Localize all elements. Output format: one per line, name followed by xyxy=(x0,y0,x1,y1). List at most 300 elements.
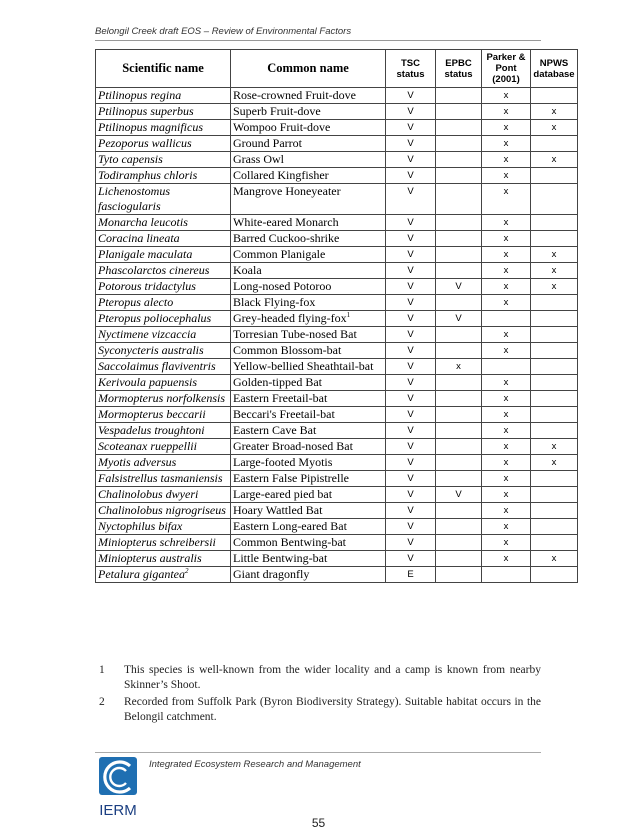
table-row xyxy=(96,327,578,343)
scientific-name-text: Chalinolobus nigrogriseus xyxy=(98,503,226,517)
epbc-status-text: V xyxy=(455,281,462,292)
table-row xyxy=(96,519,578,535)
parker-pont-mark xyxy=(482,247,531,263)
npws-mark-text: x xyxy=(551,441,557,452)
parker-pont-mark xyxy=(482,168,531,184)
scientific-name-text: Pteropus poliocephalus xyxy=(98,311,212,325)
common-name xyxy=(231,503,386,519)
table-row xyxy=(96,136,578,152)
npws-mark xyxy=(531,88,578,104)
parker-pont-mark xyxy=(482,551,531,567)
npws-mark xyxy=(531,439,578,455)
parker-pont-mark-text: x xyxy=(503,553,509,564)
tsc-status-text: V xyxy=(407,489,414,500)
scientific-name xyxy=(96,231,231,247)
common-name xyxy=(231,120,386,136)
npws-mark xyxy=(531,359,578,375)
scientific-name-text: Lichenostomus fasciogularis xyxy=(98,184,170,213)
npws-mark xyxy=(531,567,578,583)
scientific-name xyxy=(96,551,231,567)
tsc-status-text: V xyxy=(407,329,414,340)
npws-mark xyxy=(531,184,578,215)
species-table-body xyxy=(96,88,578,583)
parker-pont-mark xyxy=(482,375,531,391)
scientific-name xyxy=(96,327,231,343)
common-name-text: Rose-crowned Fruit-dove xyxy=(233,88,356,102)
parker-pont-mark-text: x xyxy=(503,505,509,516)
common-name-text: Hoary Wattled Bat xyxy=(233,503,323,517)
epbc-status xyxy=(436,503,482,519)
header-parker-pont xyxy=(482,50,531,88)
table-row xyxy=(96,407,578,423)
epbc-status xyxy=(436,311,482,327)
tsc-status-text: V xyxy=(407,377,414,388)
header-common-name: Common name xyxy=(231,50,386,88)
common-name-text: Eastern Long-eared Bat xyxy=(233,519,347,533)
common-name-text: Large-footed Myotis xyxy=(233,455,333,469)
common-name-text: Torresian Tube-nosed Bat xyxy=(233,327,357,341)
header-parker-line: (2001) xyxy=(492,74,520,85)
scientific-name xyxy=(96,263,231,279)
parker-pont-mark xyxy=(482,471,531,487)
footnotes xyxy=(95,663,541,727)
tsc-status-text: V xyxy=(407,521,414,532)
epbc-status xyxy=(436,327,482,343)
common-name-text: Eastern Freetail-bat xyxy=(233,391,328,405)
table-row xyxy=(96,311,578,327)
header-rule xyxy=(95,40,541,41)
epbc-status xyxy=(436,215,482,231)
scientific-name xyxy=(96,455,231,471)
common-name-text: Black Flying-fox xyxy=(233,295,316,309)
common-name-text: Large-eared pied bat xyxy=(233,487,333,501)
common-name xyxy=(231,152,386,168)
epbc-status xyxy=(436,391,482,407)
header-tsc-status xyxy=(386,50,436,88)
tsc-status xyxy=(386,471,436,487)
common-name-text: Common Planigale xyxy=(233,247,326,261)
scientific-name-text: Scoteanax rueppellii xyxy=(98,439,197,453)
scientific-name xyxy=(96,120,231,136)
tsc-status xyxy=(386,104,436,120)
scientific-name xyxy=(96,311,231,327)
npws-mark xyxy=(531,471,578,487)
epbc-status xyxy=(436,168,482,184)
parker-pont-mark-text: x xyxy=(503,489,509,500)
common-name xyxy=(231,471,386,487)
table-row xyxy=(96,471,578,487)
running-header: Belongil Creek draft EOS – Review of Environmental Factors xyxy=(95,26,352,37)
scientific-name-text: Syconycteris australis xyxy=(98,343,204,357)
parker-pont-mark-text: x xyxy=(503,345,509,356)
epbc-status xyxy=(436,535,482,551)
scientific-name xyxy=(96,471,231,487)
common-name-text: Eastern False Pipistrelle xyxy=(233,471,349,485)
tsc-status xyxy=(386,327,436,343)
npws-mark-text: x xyxy=(551,249,557,260)
tsc-status-text: V xyxy=(407,281,414,292)
scientific-name xyxy=(96,391,231,407)
common-name-text: Eastern Cave Bat xyxy=(233,423,317,437)
parker-pont-mark-text: x xyxy=(503,377,509,388)
npws-mark-text: x xyxy=(551,106,557,117)
table-row xyxy=(96,567,578,583)
species-table xyxy=(95,49,578,583)
tsc-status xyxy=(386,391,436,407)
npws-mark xyxy=(531,455,578,471)
table-row xyxy=(96,231,578,247)
tsc-status-text: V xyxy=(407,265,414,276)
scientific-name xyxy=(96,343,231,359)
tsc-status xyxy=(386,88,436,104)
common-name-text: Common Blossom-bat xyxy=(233,343,342,357)
table-row xyxy=(96,375,578,391)
parker-pont-mark-text: x xyxy=(503,249,509,260)
page-number: 55 xyxy=(311,816,326,830)
scientific-name-text: Falsistrellus tasmaniensis xyxy=(98,471,223,485)
scientific-name-text: Ptilinopus magnificus xyxy=(98,120,203,134)
epbc-status xyxy=(436,519,482,535)
tsc-status-text: V xyxy=(407,537,414,548)
parker-pont-mark xyxy=(482,423,531,439)
tsc-status xyxy=(386,168,436,184)
scientific-name-text: Pteropus alecto xyxy=(98,295,174,309)
parker-pont-mark xyxy=(482,535,531,551)
common-name xyxy=(231,535,386,551)
common-name-text: Giant dragonfly xyxy=(233,567,310,581)
parker-pont-mark-text: x xyxy=(503,473,509,484)
epbc-status-text: V xyxy=(455,489,462,500)
table-row xyxy=(96,88,578,104)
table-row xyxy=(96,535,578,551)
parker-pont-mark xyxy=(482,311,531,327)
scientific-name-text: Ptilinopus regina xyxy=(98,88,182,102)
tsc-status xyxy=(386,184,436,215)
epbc-status xyxy=(436,343,482,359)
common-name-text: Greater Broad-nosed Bat xyxy=(233,439,353,453)
scientific-name-text: Pezoporus wallicus xyxy=(98,136,192,150)
scientific-name xyxy=(96,136,231,152)
parker-pont-mark xyxy=(482,184,531,215)
tsc-status-text: V xyxy=(407,409,414,420)
header-epbc-line: status xyxy=(444,68,473,80)
npws-mark xyxy=(531,311,578,327)
npws-mark xyxy=(531,551,578,567)
npws-mark xyxy=(531,215,578,231)
scientific-name-text: Ptilinopus superbus xyxy=(98,104,194,118)
tsc-status xyxy=(386,279,436,295)
parker-pont-mark-text: x xyxy=(503,186,509,197)
common-name xyxy=(231,215,386,231)
parker-pont-mark xyxy=(482,215,531,231)
epbc-status xyxy=(436,136,482,152)
parker-pont-mark-text: x xyxy=(503,329,509,340)
tsc-status-text: V xyxy=(407,553,414,564)
parker-pont-mark xyxy=(482,487,531,503)
scientific-name xyxy=(96,359,231,375)
tsc-status xyxy=(386,423,436,439)
scientific-name xyxy=(96,487,231,503)
scientific-name xyxy=(96,503,231,519)
parker-pont-mark-text: x xyxy=(503,297,509,308)
npws-mark xyxy=(531,295,578,311)
tsc-status xyxy=(386,375,436,391)
npws-mark xyxy=(531,519,578,535)
parker-pont-mark-text: x xyxy=(503,409,509,420)
tsc-status-text: V xyxy=(407,233,414,244)
header-tsc-line: status xyxy=(396,68,425,80)
header-epbc-status xyxy=(436,50,482,88)
scientific-name xyxy=(96,407,231,423)
footnote xyxy=(95,695,541,725)
tsc-status xyxy=(386,439,436,455)
scientific-name-text: Nyctimene vizcaccia xyxy=(98,327,197,341)
scientific-name-text: Coracina lineata xyxy=(98,231,180,245)
tsc-status xyxy=(386,263,436,279)
parker-pont-mark-text: x xyxy=(503,425,509,436)
npws-mark xyxy=(531,104,578,120)
scientific-name xyxy=(96,439,231,455)
footnote-text: Recorded from Suffolk Park (Byron Biodiversity Strategy). Suitable habitat occurs in the Belongil catchment. xyxy=(124,696,541,723)
scientific-name-text: Mormopterus beccarii xyxy=(98,407,206,421)
common-name xyxy=(231,375,386,391)
common-name xyxy=(231,551,386,567)
tsc-status xyxy=(386,247,436,263)
table-row xyxy=(96,120,578,136)
npws-mark xyxy=(531,407,578,423)
tsc-status xyxy=(386,311,436,327)
common-name xyxy=(231,311,386,327)
common-name-text: Beccari's Freetail-bat xyxy=(233,407,335,421)
parker-pont-mark-text: x xyxy=(503,217,509,228)
common-name-text: Ground Parrot xyxy=(233,136,302,150)
epbc-status xyxy=(436,231,482,247)
parker-pont-mark xyxy=(482,295,531,311)
parker-pont-mark-text: x xyxy=(503,265,509,276)
epbc-status xyxy=(436,455,482,471)
epbc-status xyxy=(436,487,482,503)
parker-pont-mark-text: x xyxy=(503,106,509,117)
scientific-name xyxy=(96,88,231,104)
epbc-status xyxy=(436,407,482,423)
common-name-text: Little Bentwing-bat xyxy=(233,551,328,565)
common-name xyxy=(231,391,386,407)
epbc-status xyxy=(436,152,482,168)
scientific-name xyxy=(96,104,231,120)
tsc-status xyxy=(386,567,436,583)
table-row xyxy=(96,263,578,279)
scientific-name-text: Miniopterus australis xyxy=(98,551,202,565)
table-row xyxy=(96,551,578,567)
tsc-status-text: V xyxy=(407,217,414,228)
scientific-name xyxy=(96,535,231,551)
common-name xyxy=(231,439,386,455)
npws-mark xyxy=(531,247,578,263)
footnote-number: 2 xyxy=(99,696,105,708)
header-npws-line: NPWS xyxy=(539,57,569,69)
common-name xyxy=(231,88,386,104)
parker-pont-mark xyxy=(482,263,531,279)
tsc-status-text: V xyxy=(407,361,414,372)
tsc-status xyxy=(386,455,436,471)
tsc-status xyxy=(386,231,436,247)
footnote-number: 1 xyxy=(99,664,105,676)
epbc-status xyxy=(436,295,482,311)
common-name-text: Koala xyxy=(233,263,262,277)
tsc-status-text: V xyxy=(407,345,414,356)
parker-pont-mark-text: x xyxy=(503,154,509,165)
footnote-ref: 1 xyxy=(346,311,351,319)
tsc-status xyxy=(386,487,436,503)
parker-pont-mark xyxy=(482,231,531,247)
ierm-logo-icon xyxy=(96,757,140,819)
scientific-name-text: Monarcha leucotis xyxy=(98,215,188,229)
npws-mark xyxy=(531,263,578,279)
common-name-text: Yellow-bellied Sheathtail-bat xyxy=(233,359,374,373)
scientific-name xyxy=(96,184,231,215)
npws-mark-text: x xyxy=(551,553,557,564)
scientific-name xyxy=(96,519,231,535)
common-name-text: Golden-tipped Bat xyxy=(233,375,322,389)
common-name xyxy=(231,519,386,535)
common-name xyxy=(231,327,386,343)
parker-pont-mark xyxy=(482,152,531,168)
header-parker-line: Parker & xyxy=(486,52,526,63)
npws-mark xyxy=(531,279,578,295)
epbc-status xyxy=(436,263,482,279)
epbc-status xyxy=(436,184,482,215)
common-name-text: Collared Kingfisher xyxy=(233,168,329,182)
epbc-status-text: x xyxy=(456,361,461,372)
scientific-name-text: Mormopterus norfolkensis xyxy=(98,391,225,405)
header-npws-line: database xyxy=(533,68,575,80)
footer-organisation: Integrated Ecosystem Research and Management xyxy=(149,759,361,770)
npws-mark xyxy=(531,231,578,247)
tsc-status xyxy=(386,343,436,359)
table-row xyxy=(96,439,578,455)
common-name xyxy=(231,247,386,263)
table-row xyxy=(96,152,578,168)
npws-mark-text: x xyxy=(551,154,557,165)
npws-mark xyxy=(531,391,578,407)
tsc-status-text: V xyxy=(407,425,414,436)
scientific-name-text: Miniopterus schreibersii xyxy=(98,535,216,549)
tsc-status xyxy=(386,120,436,136)
table-row xyxy=(96,343,578,359)
table-row xyxy=(96,168,578,184)
parker-pont-mark xyxy=(482,503,531,519)
common-name xyxy=(231,343,386,359)
tsc-status xyxy=(386,407,436,423)
common-name xyxy=(231,423,386,439)
scientific-name-text: Petalura gigantea xyxy=(98,567,185,581)
common-name-text: Grass Owl xyxy=(233,152,284,166)
tsc-status-text: V xyxy=(407,90,414,101)
parker-pont-mark-text: x xyxy=(503,122,509,133)
tsc-status-text: V xyxy=(407,170,414,181)
parker-pont-mark-text: x xyxy=(503,281,509,292)
epbc-status xyxy=(436,279,482,295)
parker-pont-mark-text: x xyxy=(503,457,509,468)
npws-mark xyxy=(531,152,578,168)
table-row xyxy=(96,487,578,503)
header-parker-line: Pont xyxy=(495,63,517,74)
tsc-status-text: V xyxy=(407,313,414,324)
npws-mark xyxy=(531,503,578,519)
header-scientific-name: Scientific name xyxy=(96,50,231,88)
epbc-status xyxy=(436,88,482,104)
scientific-name-text: Todiramphus chloris xyxy=(98,168,198,182)
parker-pont-mark-text: x xyxy=(503,537,509,548)
tsc-status-text: V xyxy=(407,441,414,452)
tsc-status xyxy=(386,136,436,152)
scientific-name xyxy=(96,567,231,583)
scientific-name-text: Potorous tridactylus xyxy=(98,279,196,293)
common-name xyxy=(231,295,386,311)
tsc-status-text: V xyxy=(407,138,414,149)
parker-pont-mark xyxy=(482,88,531,104)
common-name-text: Grey-headed flying-fox xyxy=(233,311,347,325)
npws-mark xyxy=(531,535,578,551)
npws-mark xyxy=(531,120,578,136)
header-epbc-line: EPBC xyxy=(445,57,472,69)
parker-pont-mark xyxy=(482,519,531,535)
tsc-status-text: V xyxy=(407,122,414,133)
scientific-name-text: Nyctophilus bifax xyxy=(98,519,183,533)
common-name xyxy=(231,455,386,471)
parker-pont-mark xyxy=(482,359,531,375)
tsc-status-text: V xyxy=(407,106,414,117)
npws-mark xyxy=(531,343,578,359)
tsc-status-text: V xyxy=(407,154,414,165)
scientific-name xyxy=(96,168,231,184)
parker-pont-mark xyxy=(482,279,531,295)
scientific-name xyxy=(96,247,231,263)
scientific-name-text: Saccolaimus flaviventris xyxy=(98,359,216,373)
common-name-text: Barred Cuckoo-shrike xyxy=(233,231,340,245)
table-row xyxy=(96,503,578,519)
parker-pont-mark xyxy=(482,120,531,136)
common-name-text: Superb Fruit-dove xyxy=(233,104,321,118)
common-name xyxy=(231,359,386,375)
tsc-status xyxy=(386,152,436,168)
tsc-status-text: V xyxy=(407,457,414,468)
table-row xyxy=(96,104,578,120)
table-row xyxy=(96,391,578,407)
tsc-status xyxy=(386,359,436,375)
common-name-text: Mangrove Honeyeater xyxy=(233,184,341,198)
scientific-name xyxy=(96,279,231,295)
scientific-name-text: Tyto capensis xyxy=(98,152,163,166)
parker-pont-mark-text: x xyxy=(503,521,509,532)
npws-mark xyxy=(531,168,578,184)
tsc-status xyxy=(386,551,436,567)
npws-mark-text: x xyxy=(551,281,557,292)
common-name-text: Long-nosed Potoroo xyxy=(233,279,332,293)
header-npws-database xyxy=(531,50,578,88)
tsc-status-text: V xyxy=(407,393,414,404)
header-tsc-line: TSC xyxy=(401,57,420,69)
tsc-status xyxy=(386,503,436,519)
tsc-status xyxy=(386,519,436,535)
parker-pont-mark xyxy=(482,567,531,583)
npws-mark xyxy=(531,423,578,439)
parker-pont-mark xyxy=(482,327,531,343)
common-name xyxy=(231,263,386,279)
epbc-status xyxy=(436,439,482,455)
parker-pont-mark-text: x xyxy=(503,170,509,181)
scientific-name xyxy=(96,152,231,168)
